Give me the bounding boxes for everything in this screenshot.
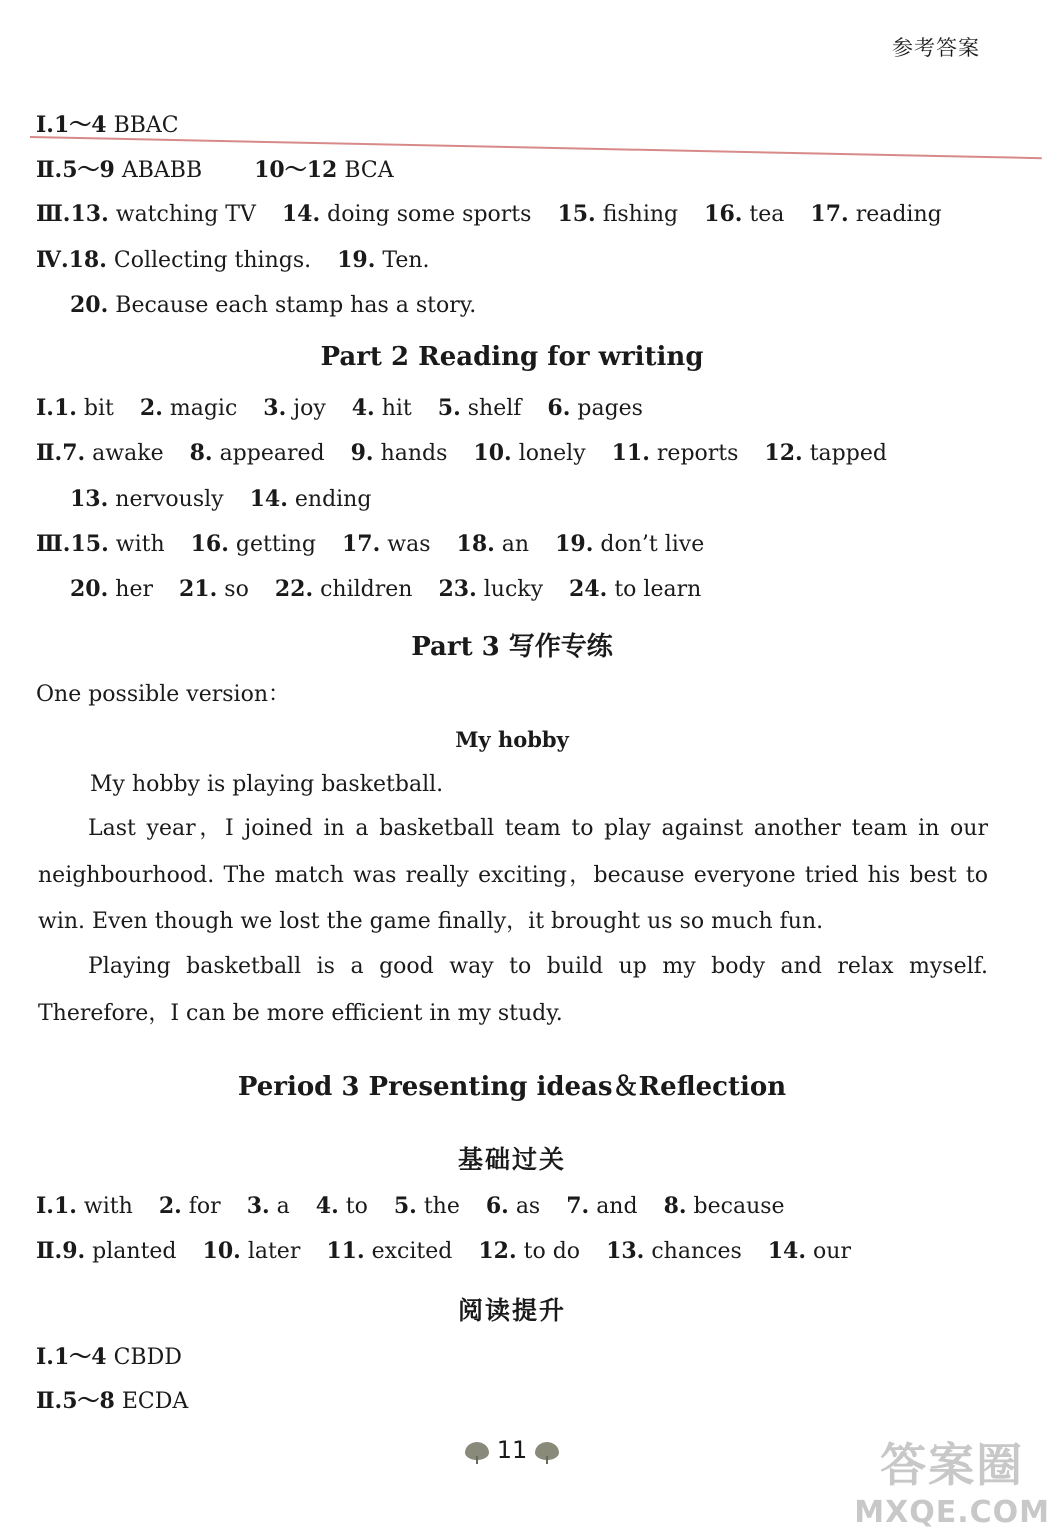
answer-item: 2. magic: [139, 395, 238, 421]
answer-item: 16. getting: [190, 531, 316, 557]
answer-row: Ⅲ.15. with 16. getting 17. was 18. an 19. don’t live: [36, 531, 705, 557]
answer-row: Ⅱ.5～8 ECDA: [36, 1388, 189, 1414]
answer-row: Ⅰ.1～4 CBDD: [36, 1344, 182, 1370]
answer-item: 1. bit: [53, 395, 114, 421]
answer-item: 10. later: [202, 1238, 301, 1264]
answer-item: 6. as: [485, 1193, 541, 1219]
part3-title: Part 3 写作专练: [411, 632, 613, 662]
answer-row: Ⅱ.9. planted 10. later 11. excited 12. to do 13. chances 14. our: [36, 1238, 851, 1264]
answer-item: 24. to learn: [569, 576, 702, 602]
answer-item: 7. and: [566, 1193, 638, 1219]
part2-title: Part 2 Reading for writing: [320, 342, 704, 372]
answer-row: Ⅱ.7. awake 8. appeared 9. hands 10. lonely 11. reports 12. tapped: [36, 440, 887, 466]
answer-row: [70, 294, 502, 317]
answer-item: 9. hands: [350, 440, 448, 466]
answer-item: 18. an: [456, 531, 530, 557]
answer-item: 3. joy: [263, 395, 326, 421]
answer-item: 1. with: [53, 1193, 133, 1219]
section-heading: 基础过关: [457, 1145, 566, 1174]
section-heading: 阅读提升: [457, 1296, 566, 1325]
answer-item: 4. to: [315, 1193, 368, 1219]
answer-item: 17. reading: [810, 201, 942, 227]
answer-item: 20. Because each stamp has a story.: [70, 292, 477, 318]
answer-item: 3. a: [246, 1193, 290, 1219]
page-number: 11: [0, 1436, 1024, 1464]
answer-item: 12. tapped: [764, 440, 887, 466]
period3-title: Period 3 Presenting ideas＆Reflection: [237, 1072, 787, 1102]
answer-row: Ⅳ.18. Collecting things. 19. Ten.: [36, 247, 430, 273]
answer-item: 15. with: [70, 531, 165, 557]
leaf-icon: [535, 1442, 559, 1460]
answer-item: 10～12 BCA: [254, 157, 394, 183]
answer-item: 9. planted: [62, 1238, 177, 1264]
answer-item: 2. for: [158, 1193, 221, 1219]
answer-item: 7. awake: [62, 440, 164, 466]
answer-row: Ⅰ.1. with 2. for 3. a 4. to 5. the 6. as 7. and 8. because: [36, 1193, 785, 1219]
answer-item: 13. nervously: [70, 486, 224, 512]
answer-row: [70, 578, 727, 601]
answer-row: Ⅱ.5～9 ABABB 10～12 BCA: [36, 157, 394, 183]
answer-item: 14. doing some sports: [281, 201, 532, 227]
essay-paragraph: Playing basketball is a good way to build up my body and relax myself. Therefore，I can be more efficient in my study.: [38, 954, 988, 1026]
answer-item: 17. was: [341, 531, 431, 557]
answer-item: 14. our: [767, 1238, 851, 1264]
answer-item: 5. shelf: [437, 395, 522, 421]
answer-item: 4. hit: [351, 395, 412, 421]
answer-item: 14. ending: [249, 486, 372, 512]
answer-row: Ⅰ.1. bit 2. magic 3. joy 4. hit 5. shelf 6. pages: [36, 395, 643, 421]
answer-row: Ⅰ.1～4 BBAC: [36, 112, 179, 138]
answer-item: 18. Collecting things.: [68, 247, 312, 273]
answer-item: 20. her: [70, 576, 153, 602]
red-divider-line: [30, 136, 1042, 159]
answer-item: 5～8 ECDA: [62, 1388, 189, 1414]
answer-item: 8. appeared: [189, 440, 325, 466]
running-header: 参考答案: [892, 36, 980, 60]
essay-paragraph: My hobby is playing basketball.: [90, 772, 444, 797]
answer-item: 1～4 BBAC: [53, 112, 179, 138]
answer-item: 15. fishing: [557, 201, 679, 227]
answer-item: 19. Ten.: [337, 247, 430, 273]
answer-item: 1～4 CBDD: [53, 1344, 182, 1370]
intro-text: One possible version：: [36, 682, 290, 707]
answer-item: 10. lonely: [473, 440, 586, 466]
answer-item: 19. don’t live: [555, 531, 705, 557]
essay-paragraph: Last year，I joined in a basketball team to play against another team in our neighbourhood. The match was really exciting，because everyone tried his best to win. Even though we lost the game finally，it brought us so much fun.: [38, 816, 988, 934]
answer-item: 5. the: [393, 1193, 460, 1219]
answer-item: 12. to do: [478, 1238, 581, 1264]
answer-item: 8. because: [663, 1193, 785, 1219]
answer-item: 22. children: [274, 576, 413, 602]
answer-item: 11. reports: [611, 440, 739, 466]
leaf-icon: [465, 1442, 489, 1460]
answer-item: 13. watching TV: [70, 201, 256, 227]
answer-row: [70, 488, 397, 511]
answer-item: 23. lucky: [438, 576, 544, 602]
watermark: 答案圈 MXQE.COM: [854, 1438, 1050, 1530]
essay-title: My hobby: [455, 727, 569, 752]
answer-item: 16. tea: [704, 201, 785, 227]
answer-row: Ⅲ.13. watching TV 14. doing some sports 15. fishing 16. tea 17. reading: [36, 201, 942, 227]
answer-item: 11. excited: [326, 1238, 453, 1264]
answer-item: 21. so: [179, 576, 249, 602]
answer-item: 6. pages: [547, 395, 643, 421]
answer-item: 13. chances: [606, 1238, 742, 1264]
answer-item: 5～9 ABABB: [62, 157, 203, 183]
